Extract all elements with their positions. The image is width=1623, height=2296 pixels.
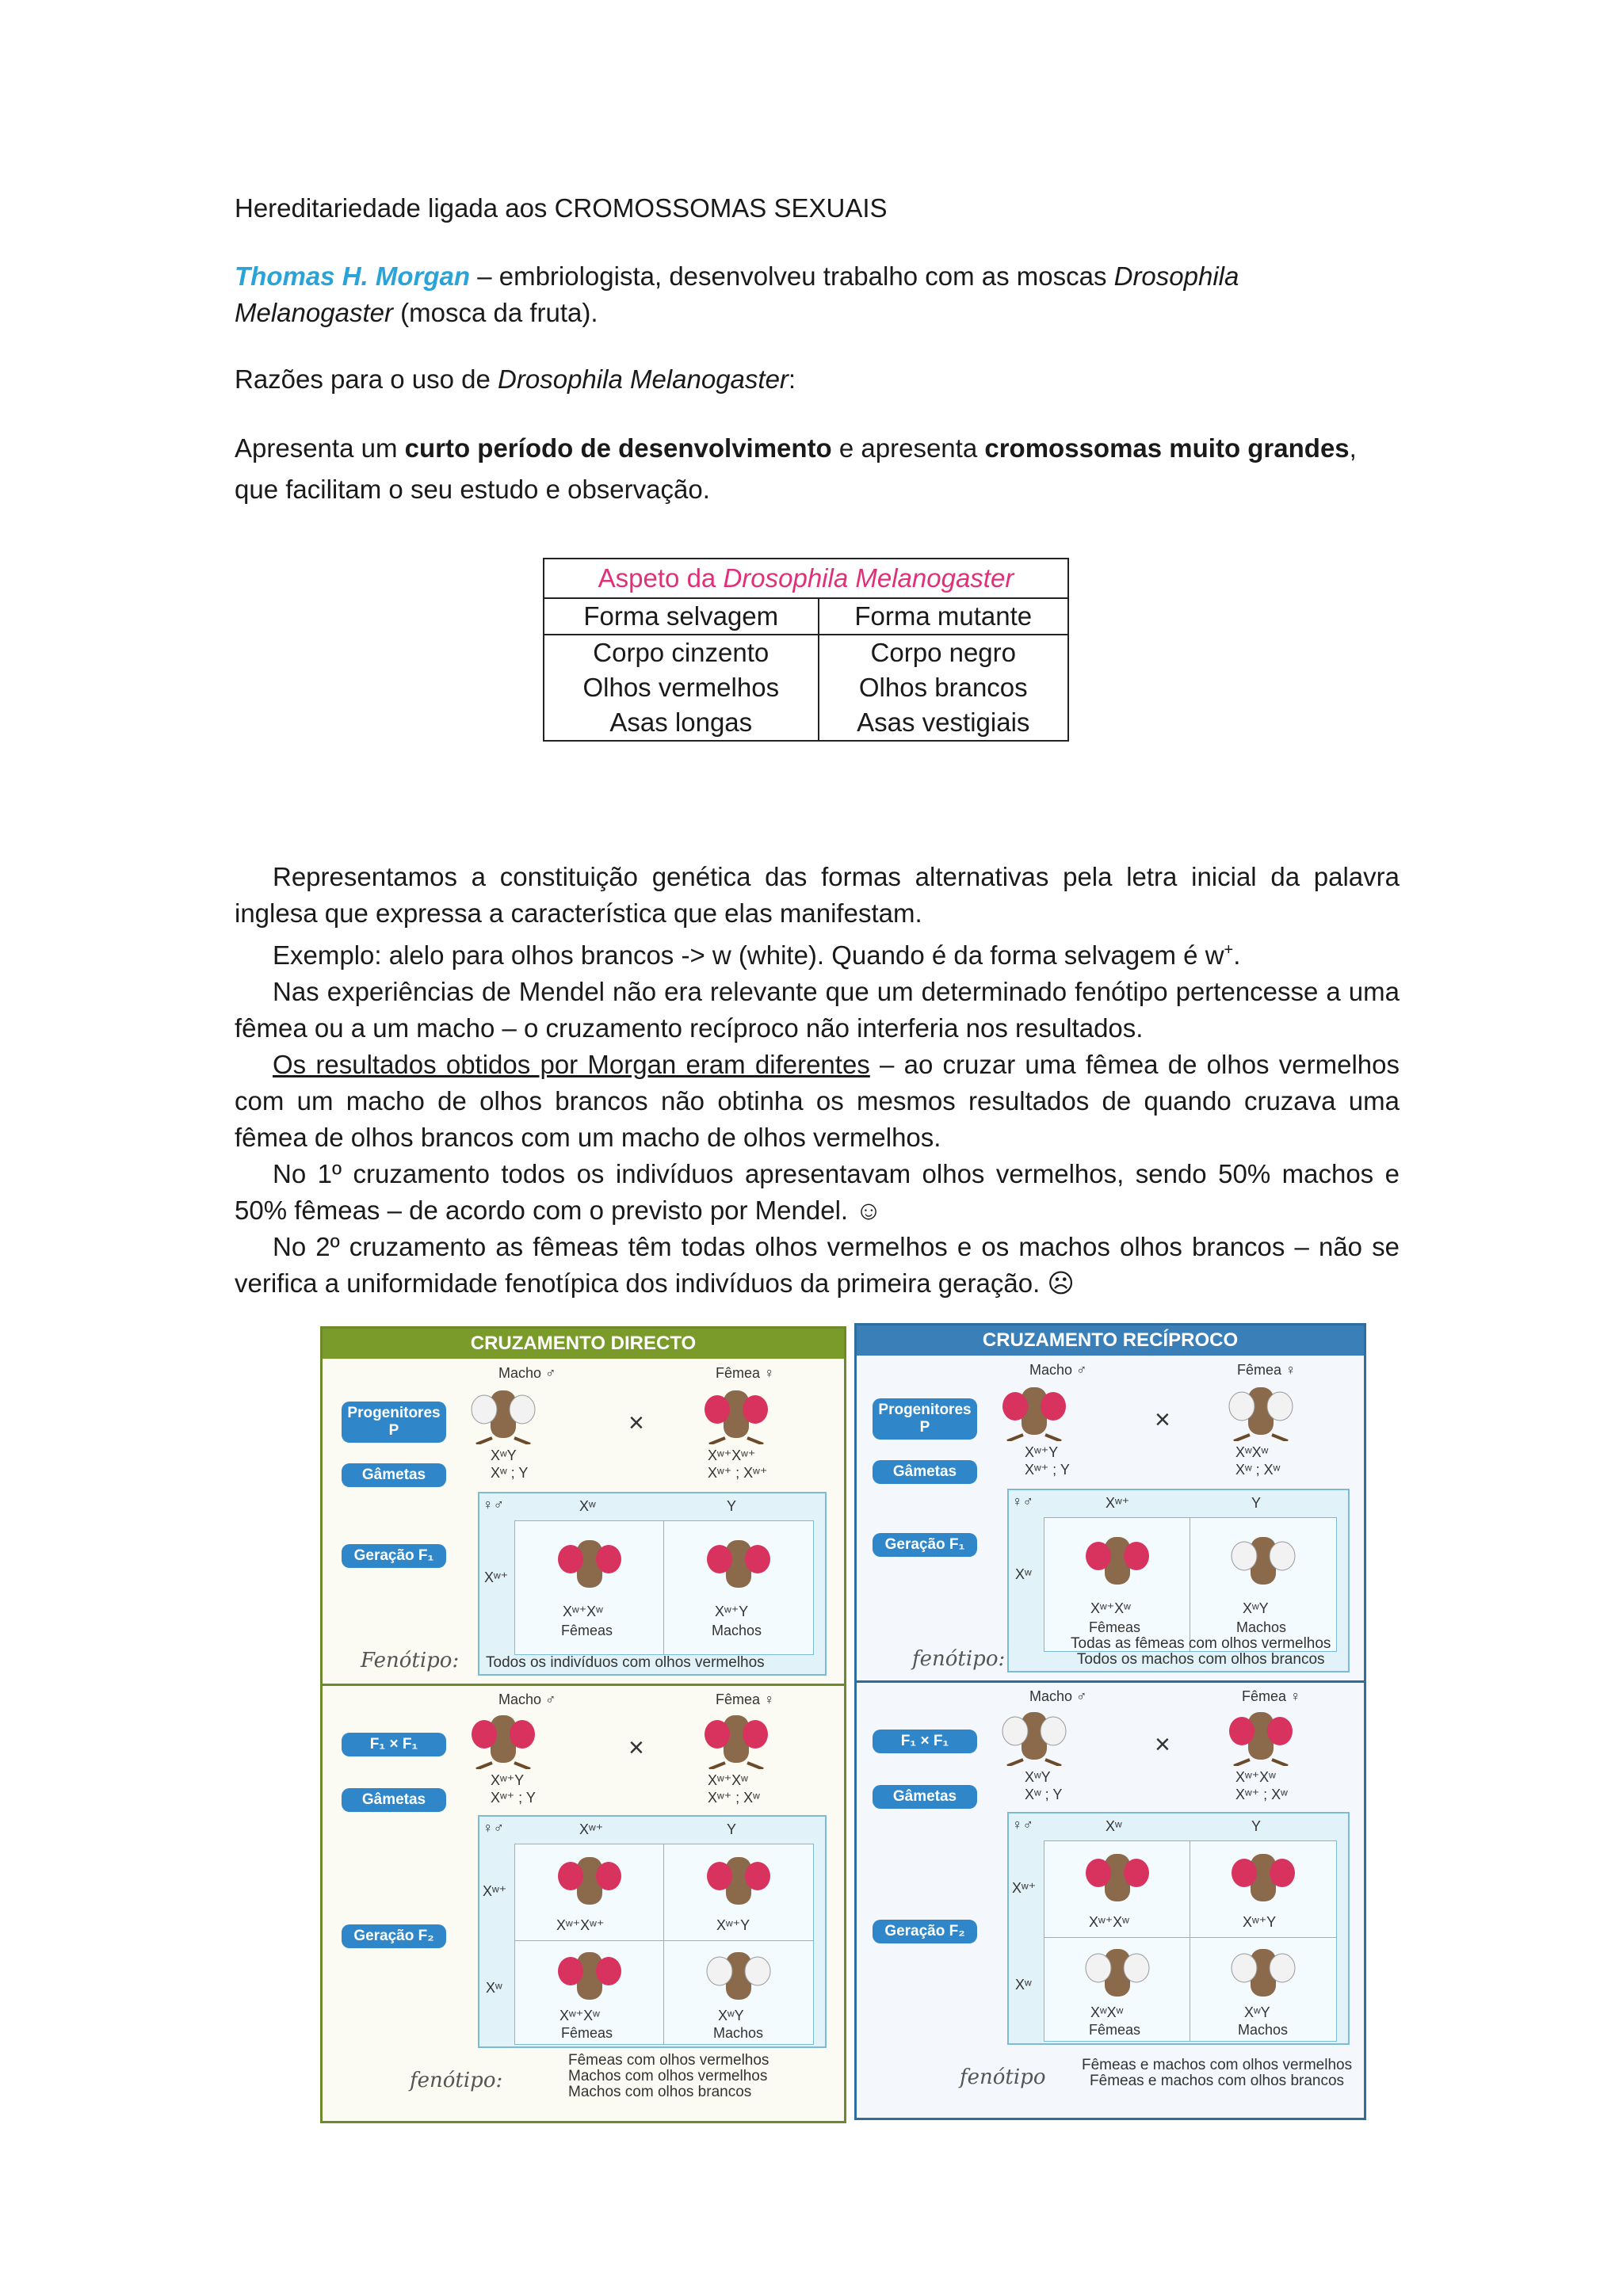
table-cell: Asas longas — [544, 705, 819, 741]
fly-red-eyes-icon — [704, 1849, 773, 1911]
table-cell: Corpo negro — [819, 635, 1068, 670]
fly-white-eyes-icon — [468, 1383, 538, 1444]
paragraph: No 2º cruzamento as fêmeas têm todas olhos vermelhos e os machos olhos brancos – não se verifica a uniformidade fenotípica dos indivíduos da primeira geração. ☹ — [235, 1232, 1400, 1298]
f1xf1-pill: F₁ × F₁ — [342, 1733, 446, 1756]
phenotype-handwritten: fenótipo: — [410, 2069, 503, 2092]
punnett-square-f1: ♀♂ Xʷ⁺ Y Xʷ Xʷ⁺Xʷ Fêmeas XʷY Machos — [1007, 1489, 1350, 1672]
table-cell: Olhos brancos — [819, 670, 1068, 705]
direct-cross-panel: CRUZAMENTO DIRECTO Macho ♂ Fêmea ♀ × Progenitores P XʷY Xʷ⁺Xʷ⁺ Gâmetas Xʷ ; Y Xʷ⁺ ; Xʷ⁺ ♀♂ Xʷ Y Xʷ⁺ Xʷ⁺Xʷ Fêmeas Xʷ⁺Y Machos Geração F₁ Fenótipo: Todos os indivíduos com olhos vermelhos Macho ♂ Fêmea ♀ × F₁ × F₁ Xʷ⁺Y Xʷ⁺Xʷ Gâmetas Xʷ⁺ ; Y Xʷ⁺ ; Xʷ ♀♂ Xʷ⁺ Y Xʷ⁺ Xʷ Xʷ⁺Xʷ⁺ Xʷ⁺Y Xʷ⁺Xʷ Fêmeas XʷY Machos Geração F₂ fenótipo: Fêmeas com olhos vermelhos Machos com olhos vermelhos Machos com olhos brancos — [320, 1326, 846, 2123]
fly-red-eyes-icon — [1083, 1846, 1152, 1908]
female-label: Fêmea ♀ — [716, 1365, 775, 1381]
punnett-cell: Xʷ⁺Xʷ Fêmeas — [514, 1940, 665, 2045]
punnett-cell: Xʷ⁺Y — [1190, 1840, 1337, 1939]
fly-red-eyes-icon — [701, 1707, 771, 1769]
phenotype-note: Todas as fêmeas com olhos vermelhos Todos os machos com olhos brancos — [1071, 1635, 1331, 1668]
panel-divider — [323, 1684, 844, 1686]
fly-red-eyes-icon — [1083, 1529, 1152, 1591]
features-paragraph: Apresenta um curto período de desenvolvimento e apresenta cromossomas muito grandes, que facilitam o seu estudo e observação. — [235, 433, 1357, 504]
reciprocal-cross-panel: CRUZAMENTO RECÍPROCO Macho ♂ Fêmea ♀ × Progenitores P Xʷ⁺Y XʷXʷ Gâmetas Xʷ⁺ ; Y Xʷ ; Xʷ ♀♂ Xʷ⁺ Y Xʷ Xʷ⁺Xʷ Fêmeas XʷY Machos Geração F₁ fenótipo: Todas as fêmeas com olhos vermelhos Todos os machos com olhos brancos Macho ♂ Fêmea ♀ × F₁ × F₁ XʷY Xʷ⁺Xʷ Gâmetas Xʷ ; Y Xʷ⁺ ; Xʷ ♀♂ Xʷ Y Xʷ⁺ Xʷ Xʷ⁺Xʷ Xʷ⁺Y XʷXʷ Fêmeas XʷY Machos Geração F₂ fenótipo Fêmeas e machos com olhos vermelhos Fêmeas e machos com olhos brancos — [854, 1323, 1366, 2120]
punnett-cell: Xʷ⁺Xʷ — [1044, 1840, 1191, 1939]
male-label: Macho ♂ — [498, 1691, 556, 1707]
page-heading: Hereditariedade ligada aos CROMOSSOMAS SEXUAIS — [235, 193, 888, 223]
punnett-cell: XʷY Machos — [1190, 1517, 1337, 1652]
gametas-pill: Gâmetas — [342, 1463, 446, 1487]
female-genotype: Xʷ⁺Xʷ⁺ — [708, 1447, 756, 1463]
punnett-square-f2: ♀♂ Xʷ⁺ Y Xʷ⁺ Xʷ Xʷ⁺Xʷ⁺ Xʷ⁺Y Xʷ⁺Xʷ Fêmeas XʷY Machos — [478, 1815, 827, 2048]
geracao-f2-pill: Geração F₂ — [342, 1924, 446, 1948]
fly-red-eyes-icon — [701, 1383, 771, 1444]
punnett-cell: XʷY Machos — [1190, 1937, 1337, 2042]
table-cell: Olhos vermelhos — [544, 670, 819, 705]
phenotype-note: Fêmeas com olhos vermelhos Machos com olhos vermelhos Machos com olhos brancos — [568, 2052, 769, 2100]
fly-white-eyes-icon — [999, 1704, 1069, 1766]
aspect-table — [543, 558, 1069, 742]
paragraph: Exemplo: alelo para olhos brancos -> w (white). Quando é da forma selvagem é w+. — [273, 940, 1241, 970]
male-label: Macho ♂ — [498, 1365, 556, 1381]
cross-symbol: × — [628, 1733, 644, 1763]
reasons-line: Razões para o uso de Drosophila Melanogaster: — [235, 364, 796, 394]
geracao-f1-pill: Geração F₁ — [342, 1544, 446, 1568]
table-cell: Asas vestigiais — [819, 705, 1068, 741]
female-gametes: Xʷ⁺ ; Xʷ⁺ — [708, 1465, 768, 1481]
paragraph: Os resultados obtidos por Morgan eram diferentes – ao cruzar uma fêmea de olhos vermelhos com um macho de olhos brancos não obtinha os mesmos resultados de quando cruzava uma fêmea de olhos brancos com um macho de olhos vermelhos. — [235, 1050, 1400, 1152]
morgan-name: Thomas H. Morgan — [235, 261, 471, 291]
phenotype-handwritten: Fenótipo: — [361, 1649, 460, 1672]
punnett-cell: Xʷ⁺Xʷ Fêmeas — [1044, 1517, 1191, 1652]
fly-red-eyes-icon — [555, 1944, 624, 2006]
progenitores-pill: Progenitores P — [342, 1402, 446, 1443]
fly-red-eyes-icon — [555, 1849, 624, 1911]
panel-header: CRUZAMENTO DIRECTO — [323, 1329, 844, 1359]
punnett-square-f1: ♀♂ Xʷ Y Xʷ⁺ Xʷ⁺Xʷ Fêmeas Xʷ⁺Y Machos — [478, 1492, 827, 1676]
punnett-cell: XʷXʷ Fêmeas — [1044, 1937, 1191, 2042]
phenotype-note: Todos os indivíduos com olhos vermelhos — [486, 1654, 765, 1671]
fly-white-eyes-icon — [704, 1944, 773, 2006]
fly-red-eyes-icon — [1228, 1846, 1298, 1908]
fly-red-eyes-icon — [1226, 1704, 1296, 1766]
female-label: Fêmea ♀ — [716, 1691, 775, 1707]
paragraph: Representamos a constituição genética das formas alternativas pela letra inicial da palavra inglesa que expressa a característica que elas manifestam. — [235, 862, 1400, 928]
paragraph: No 1º cruzamento todos os indivíduos apresentavam olhos vermelhos, sendo 50% machos e 50% fêmeas – de acordo com o previsto por Mendel. ☺ — [235, 1159, 1400, 1225]
fly-white-eyes-icon — [1228, 1941, 1298, 2003]
punnett-cell: XʷY Machos — [663, 1940, 814, 2045]
sex-symbols: ♀♂ — [483, 1497, 504, 1512]
fly-red-eyes-icon — [704, 1532, 773, 1594]
aspect-table-title: Aspeto da Drosophila Melanogaster — [544, 559, 1068, 598]
document-body — [235, 190, 1400, 540]
panel-divider — [857, 1680, 1364, 1683]
table-cell: Corpo cinzento — [544, 635, 819, 670]
panel-header: CRUZAMENTO RECÍPROCO — [857, 1325, 1364, 1356]
fly-red-eyes-icon — [468, 1707, 538, 1769]
punnett-cell: Xʷ⁺Y — [663, 1844, 814, 1942]
intro-paragraph: Thomas H. Morgan – embriologista, desenvolveu trabalho com as moscas Drosophila Melanogaster (mosca da fruta). — [235, 261, 1239, 327]
male-genotype: XʷY — [491, 1447, 517, 1463]
male-gametes: Xʷ ; Y — [491, 1465, 529, 1481]
col-header-wild: Forma selvagem — [544, 598, 819, 635]
paragraph: Nas experiências de Mendel não era relevante que um determinado fenótipo pertencesse a uma fêmea ou a um macho – o cruzamento recíproco não interferia nos resultados. — [235, 977, 1400, 1043]
punnett-cell: Xʷ⁺Xʷ Fêmeas — [514, 1520, 665, 1655]
fly-red-eyes-icon — [999, 1379, 1069, 1441]
col-header-mutant: Forma mutante — [819, 598, 1068, 635]
cross-symbol: × — [628, 1408, 644, 1438]
fly-red-eyes-icon — [555, 1532, 624, 1594]
explanation-text — [235, 859, 1400, 1302]
gametas-pill: Gâmetas — [342, 1788, 446, 1812]
fly-white-eyes-icon — [1226, 1379, 1296, 1441]
fly-white-eyes-icon — [1083, 1941, 1152, 2003]
punnett-square-f2: ♀♂ Xʷ Y Xʷ⁺ Xʷ Xʷ⁺Xʷ Xʷ⁺Y XʷXʷ Fêmeas XʷY Machos — [1007, 1812, 1350, 2045]
punnett-cell: Xʷ⁺Y Machos — [663, 1520, 814, 1655]
fly-white-eyes-icon — [1228, 1529, 1298, 1591]
punnett-cell: Xʷ⁺Xʷ⁺ — [514, 1844, 665, 1942]
phenotype-note: Fêmeas e machos com olhos vermelhos Fêmeas e machos com olhos brancos — [1082, 2057, 1353, 2089]
